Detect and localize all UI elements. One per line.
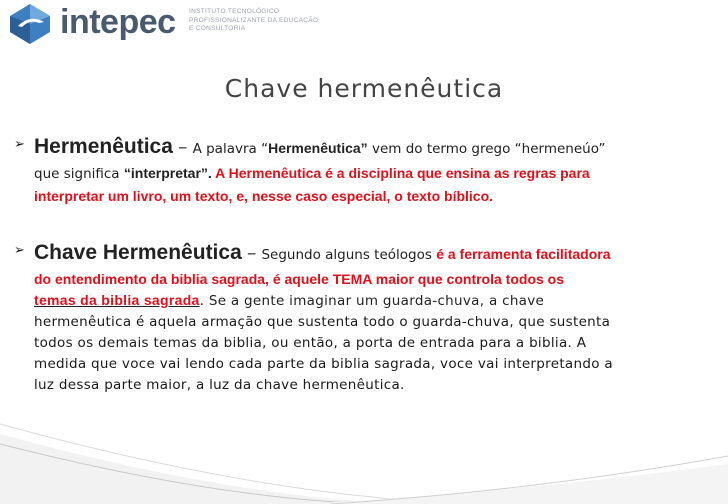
slide-title: Chave hermenêutica [224, 74, 504, 103]
paragraph-line: luz dessa parte maior, a luz da chave hermenêutica. [34, 377, 405, 393]
bullet-content: Hermenêutica – A palavra “Hermenêutica” vem do termo grego “hermeneúo” que significa “interpretar”. A Hermenêutica é a disciplina que ensina as regras para interpretar um livro, um texto, e, nesse caso especial, o texto bíblico. [34, 135, 606, 204]
logo-subtitle-line: E CONSULTORIA [189, 25, 246, 32]
paragraph-line: hermenêutica é aquela armação que sustenta todo o guarda-chuva, que sustenta [34, 314, 611, 330]
logo-brand: intepec [60, 3, 176, 41]
logo-subtitle-line: INSTITUTO TECNOLÓGICO [189, 8, 280, 15]
logo [6, 2, 336, 46]
logo-subtitle-line: PROFISSIONALIZANTE DA EDUCAÇÃO [189, 16, 319, 24]
bullet-arrow-icon: ➢ [14, 137, 25, 152]
logo-subtitle [189, 8, 318, 34]
bullet-heading: Hermenêutica [34, 135, 173, 158]
intepec-logo-icon [6, 2, 54, 46]
bullet-heading: Chave Hermenêutica [34, 241, 242, 264]
paragraph-line: todos os demais temas da biblia, ou então, a porta de entrada para a biblia. A [34, 335, 587, 351]
decorative-bottom-curve [0, 404, 728, 504]
bullet-arrow-icon: ➢ [14, 243, 25, 258]
bullet-content: Chave Hermenêutica – Segundo alguns teólogos é a ferramenta facilitadora do entendimento da biblia sagrada, é aquele TEMA maior que controla todos os temas da biblia sagrada. Se a gente imaginar um guarda-chuva, a chave hermenêutica é aquela armação que sustenta todo o guarda-chuva, que sustenta todos os demais temas da biblia, ou então, a porta de entrada para a biblia. A medida que voce vai lendo cada parte da biblia sagrada, voce vai interpretando a luz dessa parte maior, a luz da chave hermenêutica. [34, 240, 718, 396]
paragraph-line: medida que voce vai lendo cada parte da biblia sagrada, voce vai interpretando a [34, 356, 613, 372]
